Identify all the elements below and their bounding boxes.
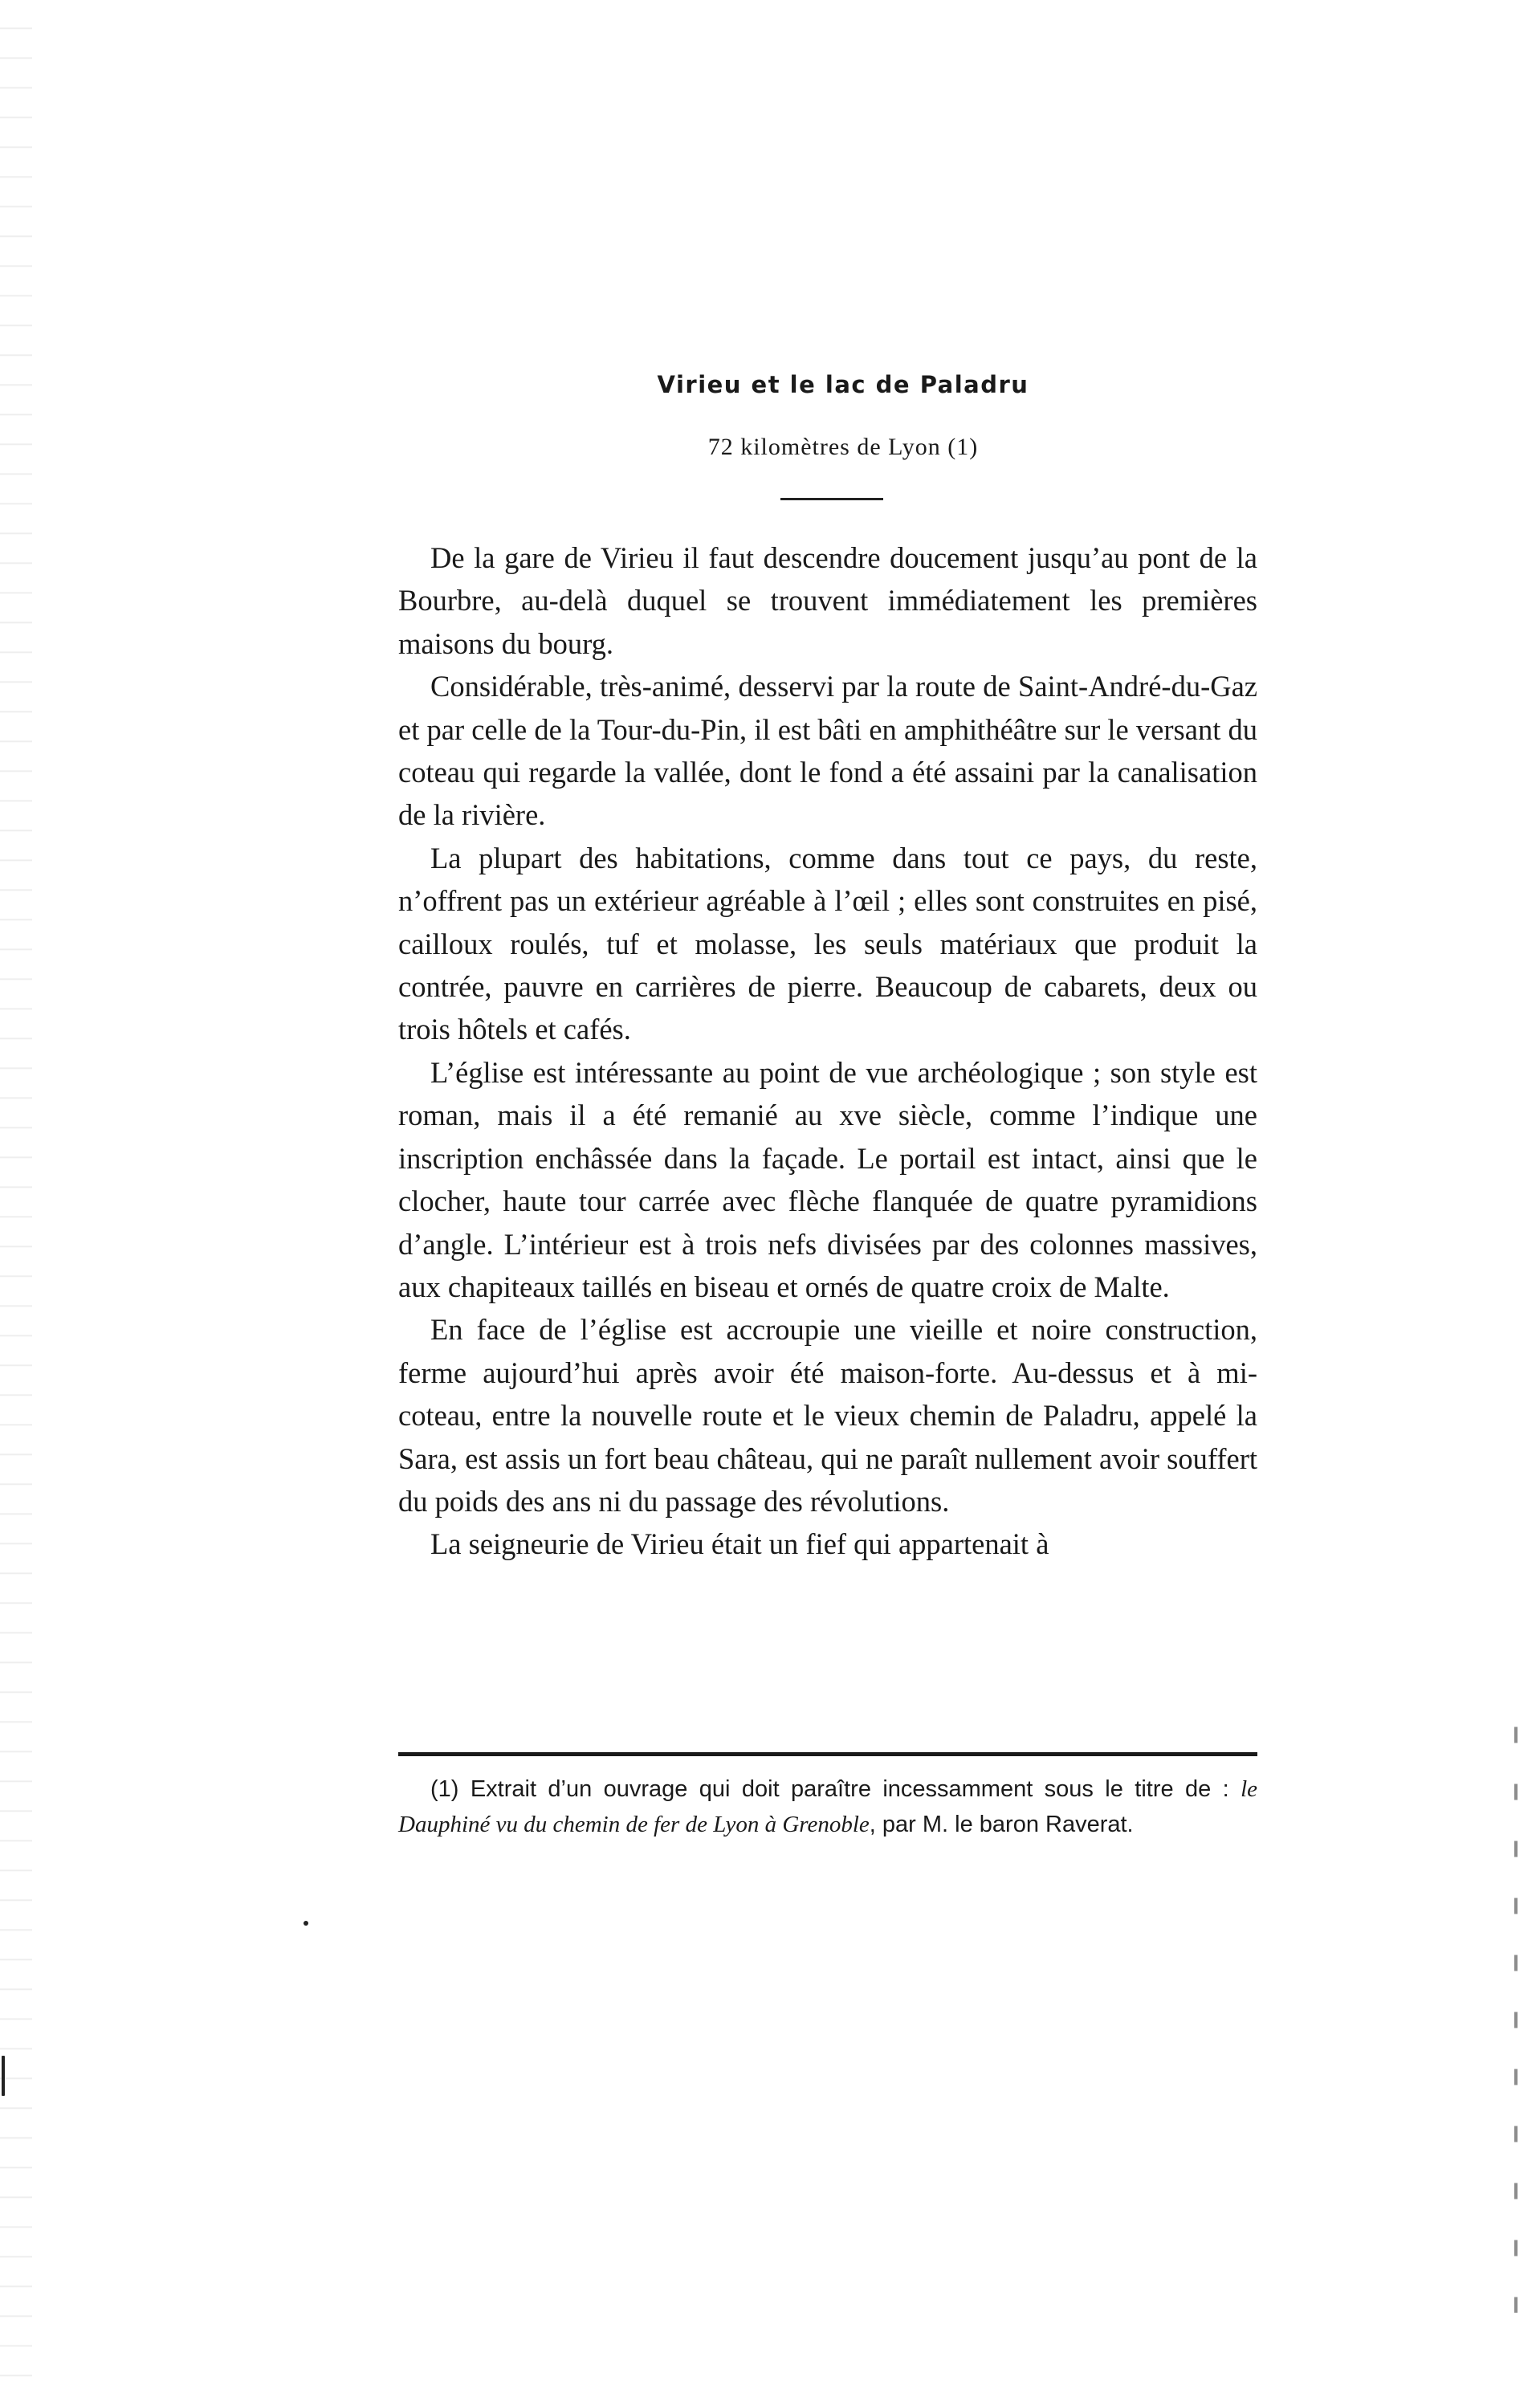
page-title: Virieu et le lac de Paladru (657, 371, 1029, 398)
paragraph: De la gare de Virieu il faut descendre doucement jusqu’au pont de la Bourbre, au-delà duquel se trouvent immédiatement les premières maisons du bourg. (398, 541, 1257, 660)
footnote-divider (398, 1752, 1257, 1756)
paragraph: En face de l’église est accroupie une vieille et noire construction, ferme aujourd’hui après avoir été maison-forte. Au-dessus et à mi-coteau, entre la nouvelle route et le vieux chemin de Paladru, appelé la Sara, est assis un fort beau château, qui ne paraît nullement avoir souffert du poids des ans ni du passage des révolutions. (398, 1313, 1257, 1518)
ink-speck (2, 2056, 5, 2096)
body-text (398, 536, 1257, 1566)
paragraph: L’église est intéressante au point de vue archéologique ; son style est roman, mais il a été remanié au xve siècle, comme l’indique une inscription enchâssée dans la façade. Le portail est intact, ainsi que le clocher, haute tour carrée avec flèche flanquée de quatre pyramidions d’angle. L’intérieur est à trois nefs divisées par des colonnes massives, aux chapiteaux taillés en biseau et ornés de quatre croix de Malte. (398, 1055, 1257, 1303)
ink-speck (304, 1921, 308, 1926)
paragraph: La seigneurie de Virieu était un fief qui appartenait à (430, 1527, 1049, 1561)
footnote-book-title: le Dauphiné vu du chemin de fer de Lyon à Grenoble (398, 1776, 1257, 1837)
footnote-tail: , par M. le baron Raverat. (869, 1812, 1134, 1837)
scan-margin-marks (1514, 1686, 1518, 2313)
page-subtitle: 72 kilomètres de Lyon (1) (707, 434, 979, 460)
footnote (398, 1771, 1257, 1842)
footnote-lead: (1) Extrait d’un ouvrage qui doit paraître incessamment sous le titre de : (430, 1776, 1241, 1802)
paragraph: Considérable, très-animé, desservi par la route de Saint-André-du-Gaz et par celle de la Tour-du-Pin, il est bâti en amphithéâtre sur le versant du coteau qui regarde la vallée, dont le fond a été assaini par la canalisation de la rivière. (398, 670, 1257, 832)
scan-edge-noise (0, 0, 32, 2393)
paragraph: La plupart des habitations, comme dans tout ce pays, du reste, n’offrent pas un extérieur agréable à l’œil ; elles sont construites en pisé, cailloux roulés, tuf et molasse, les seuls matériaux que produit la contrée, pauvre en carrières de pierre. Beaucoup de cabarets, deux ou trois hôtels et cafés. (398, 841, 1257, 1046)
title-divider (780, 498, 883, 500)
